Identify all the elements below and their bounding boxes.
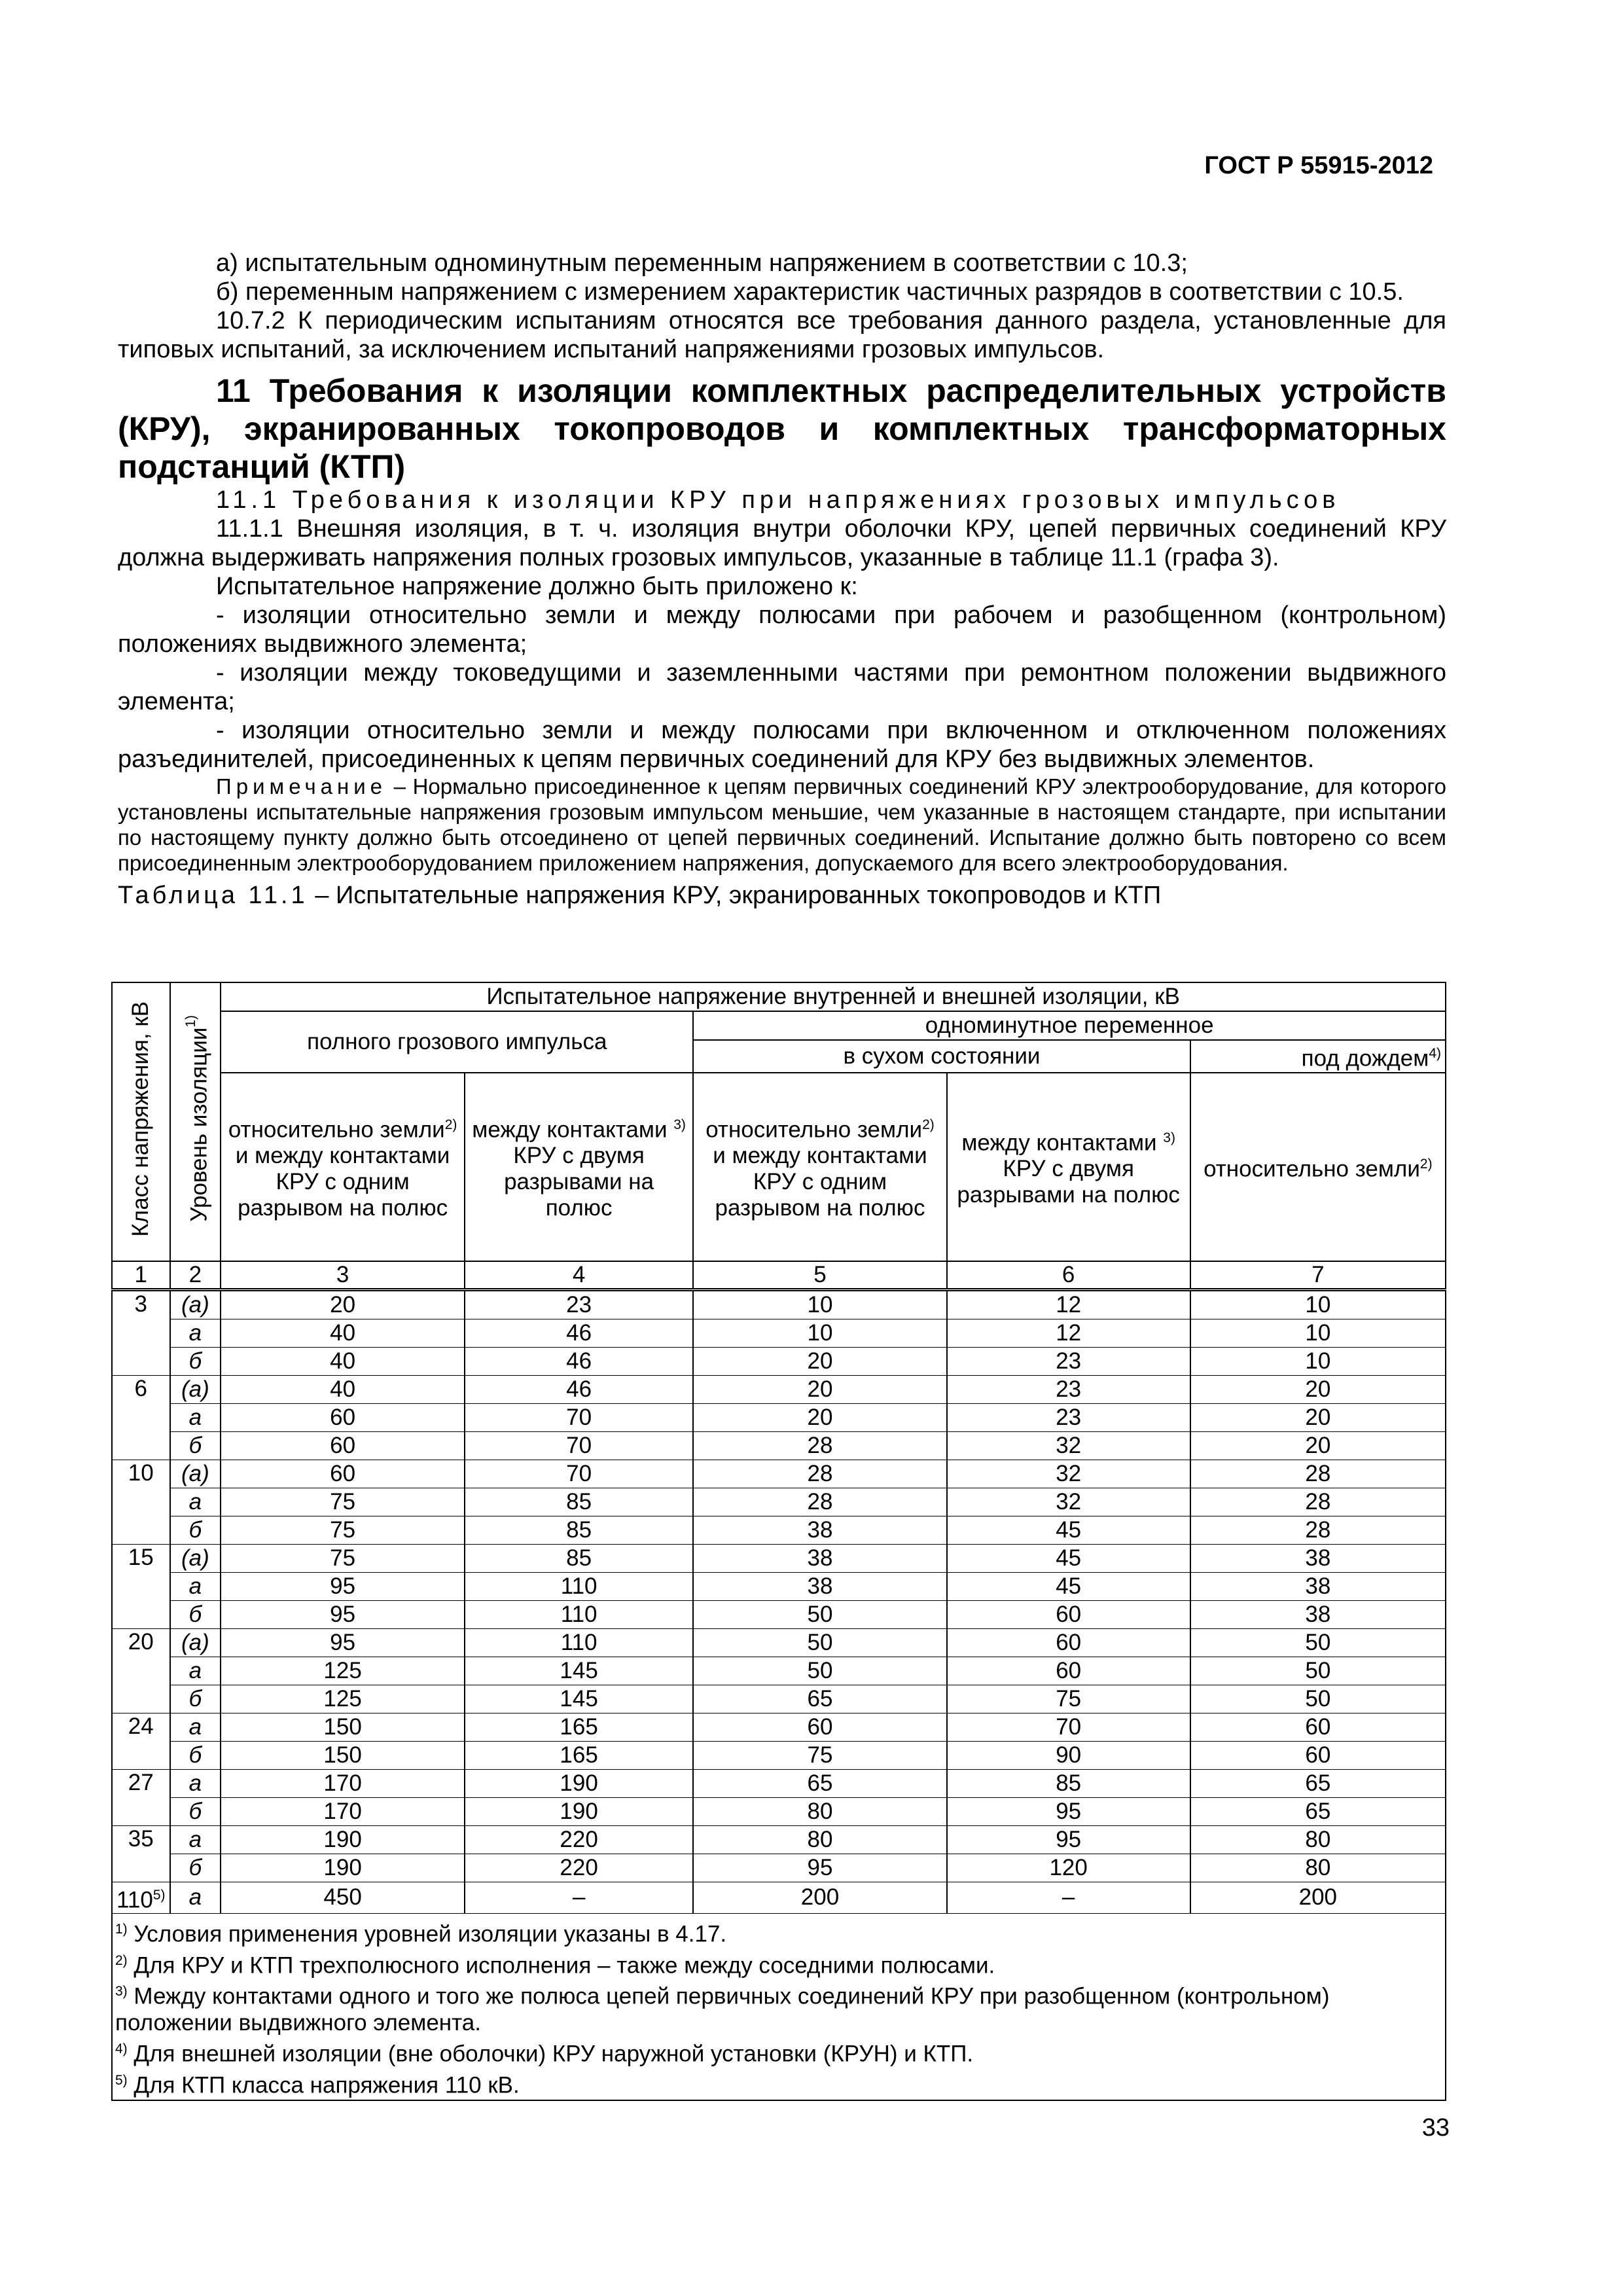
- insulation-level-cell: б: [170, 1797, 221, 1825]
- insulation-level-cell: а: [170, 1882, 221, 1914]
- note-label: Примечание: [216, 774, 387, 798]
- value-cell: 75: [221, 1544, 465, 1572]
- value-cell: 165: [465, 1741, 693, 1769]
- voltage-table: [111, 982, 1446, 1914]
- insulation-level-cell: б: [170, 1741, 221, 1769]
- item-a: а) испытательным одноминутным переменным напряжением в соответствии с 10.3;: [216, 249, 1188, 277]
- document-code: ГОСТ Р 55915-2012: [1204, 152, 1433, 179]
- value-cell: 145: [465, 1657, 693, 1685]
- value-cell: 45: [947, 1516, 1190, 1544]
- footnote: $^{5)}$ Для КТП класса напряжения 110 кВ.: [115, 2072, 520, 2098]
- table-row: [112, 1403, 1446, 1431]
- value-cell: 85: [947, 1769, 1190, 1797]
- value-cell: 80: [1190, 1825, 1446, 1854]
- table-row: [112, 1854, 1446, 1882]
- page-number: 33: [1421, 2114, 1450, 2142]
- paragraph-11-1-1: 11.1.1 Внешняя изоляция, в т. ч. изоляция внутри оболочки КРУ, цепей первичных соединений КРУ должна выдерживать напряжения полных грозовых импульсов, указанные в таблице 11.1 (графа 3).: [118, 515, 1446, 571]
- value-cell: 60: [1190, 1741, 1446, 1769]
- value-cell: 70: [465, 1460, 693, 1488]
- column-number: 1: [112, 1261, 170, 1290]
- voltage-class-cell: 10: [112, 1460, 170, 1544]
- value-cell: 38: [693, 1544, 946, 1572]
- value-cell: 10: [693, 1319, 946, 1347]
- header-col6: между контактами $^{3)}$ КРУ с двумя разрывами на полюс: [947, 1073, 1190, 1261]
- header-dry: в сухом состоянии: [693, 1040, 1190, 1073]
- value-cell: 190: [221, 1854, 465, 1882]
- item-b: б) переменным напряжением с измерением характеристик частичных разрядов в соответствии с 10.5.: [216, 278, 1404, 306]
- table-row: [112, 1685, 1446, 1713]
- value-cell: 190: [221, 1825, 465, 1854]
- value-cell: 20: [1190, 1431, 1446, 1460]
- insulation-level-cell: (а): [170, 1544, 221, 1572]
- header-col5: относительно земли$^{2)}$ и между контактами КРУ с одним разрывом на полюс: [693, 1073, 946, 1261]
- value-cell: 60: [1190, 1713, 1446, 1741]
- table-row: [112, 1600, 1446, 1628]
- value-cell: 45: [947, 1544, 1190, 1572]
- voltage-class-cell: 35: [112, 1825, 170, 1882]
- value-cell: 28: [693, 1460, 946, 1488]
- note-text: – Нормально присоединенное к цепям первичных соединений КРУ электрооборудование, для которого установлены испытательные напряжения грозовым импульсом меньшие, чем указанные в настоящем стандарте, при испытании по настоящему пункту должно быть отсоединено от цепей первичных соединений. Испытание должно быть повторено со всем присоединенным электрооборудованием приложением напряжения, допускаемого для всего электрооборудования.: [118, 774, 1447, 875]
- table-caption: [118, 881, 1446, 910]
- value-cell: 95: [221, 1572, 465, 1600]
- value-cell: 70: [947, 1713, 1190, 1741]
- insulation-level-cell: а: [170, 1319, 221, 1347]
- paragraph-applied: Испытательное напряжение должно быть приложено к:: [216, 573, 858, 600]
- value-cell: 20: [693, 1347, 946, 1375]
- value-cell: 40: [221, 1347, 465, 1375]
- value-cell: 125: [221, 1657, 465, 1685]
- value-cell: 110: [465, 1628, 693, 1657]
- value-cell: –: [947, 1882, 1190, 1914]
- value-cell: 50: [1190, 1628, 1446, 1657]
- footnote: $^{3)}$ Между контактами одного и того же полюса цепей первичных соединений КРУ при разобщенном (контрольном) положении выдвижного элемента.: [115, 1983, 1330, 2036]
- value-cell: 32: [947, 1488, 1190, 1516]
- table-row: [112, 1628, 1446, 1657]
- column-number: 5: [693, 1261, 946, 1290]
- column-number: 3: [221, 1261, 465, 1290]
- header-col7: относительно земли$^{2)}$: [1190, 1073, 1446, 1261]
- value-cell: 38: [1190, 1544, 1446, 1572]
- paragraph-10-7-2: 10.7.2 К периодическим испытаниям относятся все требования данного раздела, установленные для типовых испытаний, за исключением испытаний напряжениями грозовых импульсов.: [118, 307, 1446, 363]
- value-cell: 90: [947, 1741, 1190, 1769]
- header-insulation-level: Уровень изоляции$^{1)}$: [170, 982, 221, 1261]
- table-row: [112, 1657, 1446, 1685]
- value-cell: 40: [221, 1375, 465, 1403]
- header-impulse: полного грозового импульса: [221, 1011, 693, 1073]
- value-cell: 220: [465, 1854, 693, 1882]
- value-cell: 12: [947, 1319, 1190, 1347]
- column-numbers-row: [112, 1261, 1446, 1290]
- value-cell: 28: [693, 1431, 946, 1460]
- insulation-level-cell: а: [170, 1572, 221, 1600]
- footnote: $^{2)}$ Для КРУ и КТП трехполюсного исполнения – также между соседними полюсами.: [115, 1952, 995, 1979]
- note: [118, 774, 1446, 876]
- value-cell: 75: [693, 1741, 946, 1769]
- body-text: [118, 249, 1446, 910]
- value-cell: 38: [693, 1572, 946, 1600]
- insulation-level-cell: б: [170, 1347, 221, 1375]
- table-row: [112, 1882, 1446, 1914]
- value-cell: 50: [693, 1628, 946, 1657]
- table-row: [112, 1347, 1446, 1375]
- value-cell: 46: [465, 1375, 693, 1403]
- value-cell: 95: [693, 1854, 946, 1882]
- insulation-level-cell: (а): [170, 1628, 221, 1657]
- section-title: 11 Требования к изоляции комплектных распределительных устройств (КРУ), экранированных токопроводов и комплектных трансформаторных подстанций (КТП): [118, 372, 1446, 485]
- value-cell: 75: [221, 1488, 465, 1516]
- value-cell: 85: [465, 1488, 693, 1516]
- insulation-level-cell: б: [170, 1600, 221, 1628]
- insulation-level-cell: (а): [170, 1460, 221, 1488]
- value-cell: 40: [221, 1319, 465, 1347]
- value-cell: 28: [693, 1488, 946, 1516]
- table-row: [112, 1516, 1446, 1544]
- voltage-class-cell: 24: [112, 1713, 170, 1769]
- value-cell: 110: [465, 1572, 693, 1600]
- voltage-class-cell: 3: [112, 1289, 170, 1375]
- table-row: [112, 1825, 1446, 1854]
- voltage-class-cell: 27: [112, 1769, 170, 1825]
- value-cell: 60: [693, 1713, 946, 1741]
- value-cell: 95: [947, 1797, 1190, 1825]
- value-cell: 60: [947, 1600, 1190, 1628]
- table-row: [112, 1319, 1446, 1347]
- value-cell: 10: [693, 1289, 946, 1319]
- voltage-class-cell: 15: [112, 1544, 170, 1628]
- value-cell: 75: [947, 1685, 1190, 1713]
- table-caption-label: Таблица 11.1: [118, 882, 308, 909]
- table-row: [112, 1488, 1446, 1516]
- value-cell: 75: [221, 1516, 465, 1544]
- value-cell: 70: [465, 1431, 693, 1460]
- bullet-item: - изоляции между токоведущими и заземленными частями при ремонтном положении выдвижного элемента;: [118, 659, 1446, 715]
- column-number: 4: [465, 1261, 693, 1290]
- value-cell: 125: [221, 1685, 465, 1713]
- table-caption-text: – Испытательные напряжения КРУ, экранированных токопроводов и КТП: [315, 882, 1162, 909]
- value-cell: 20: [1190, 1403, 1446, 1431]
- value-cell: 200: [1190, 1882, 1446, 1914]
- insulation-level-cell: а: [170, 1657, 221, 1685]
- value-cell: 60: [947, 1657, 1190, 1685]
- value-cell: 200: [693, 1882, 946, 1914]
- value-cell: 95: [947, 1825, 1190, 1854]
- table-body: [112, 1289, 1446, 1914]
- value-cell: 50: [1190, 1657, 1446, 1685]
- insulation-level-cell: а: [170, 1769, 221, 1797]
- value-cell: 95: [221, 1600, 465, 1628]
- value-cell: 150: [221, 1741, 465, 1769]
- value-cell: 95: [221, 1628, 465, 1657]
- voltage-class-cell: 6: [112, 1375, 170, 1460]
- insulation-level-cell: а: [170, 1403, 221, 1431]
- value-cell: 20: [1190, 1375, 1446, 1403]
- header-test-voltage: Испытательное напряжение внутренней и внешней изоляции, кВ: [221, 982, 1446, 1011]
- table-row: [112, 1544, 1446, 1572]
- value-cell: 65: [1190, 1797, 1446, 1825]
- value-cell: 23: [947, 1403, 1190, 1431]
- table-row: [112, 1375, 1446, 1403]
- value-cell: 60: [221, 1431, 465, 1460]
- value-cell: 85: [465, 1544, 693, 1572]
- insulation-level-cell: а: [170, 1488, 221, 1516]
- value-cell: 32: [947, 1460, 1190, 1488]
- value-cell: 32: [947, 1431, 1190, 1460]
- header-wet: под дождем$^{4)}$: [1190, 1040, 1446, 1073]
- table-row: [112, 1797, 1446, 1825]
- table-row: [112, 1741, 1446, 1769]
- insulation-level-cell: б: [170, 1685, 221, 1713]
- value-cell: 23: [947, 1347, 1190, 1375]
- value-cell: –: [465, 1882, 693, 1914]
- value-cell: 170: [221, 1797, 465, 1825]
- value-cell: 120: [947, 1854, 1190, 1882]
- value-cell: 20: [221, 1289, 465, 1319]
- footnote: $^{1)}$ Условия применения уровней изоляции указаны в 4.17.: [115, 1921, 727, 1947]
- value-cell: 80: [1190, 1854, 1446, 1882]
- value-cell: 50: [693, 1600, 946, 1628]
- value-cell: 38: [693, 1516, 946, 1544]
- value-cell: 23: [465, 1289, 693, 1319]
- bullet-item: - изоляции относительно земли и между полюсами при включенном и отключенном положениях разъединителей, присоединенных к цепям первичных соединений для КРУ без выдвижных элементов.: [118, 717, 1446, 773]
- subsection-title: 11.1 Требования к изоляции КРУ при напряжениях грозовых импульсов: [216, 486, 1340, 514]
- value-cell: 10: [1190, 1347, 1446, 1375]
- value-cell: 20: [693, 1403, 946, 1431]
- value-cell: 50: [1190, 1685, 1446, 1713]
- value-cell: 50: [693, 1657, 946, 1685]
- column-number: 7: [1190, 1261, 1446, 1290]
- voltage-class-cell: 20: [112, 1628, 170, 1713]
- value-cell: 150: [221, 1713, 465, 1741]
- header-ac: одноминутное переменное: [693, 1011, 1446, 1040]
- value-cell: 110: [465, 1600, 693, 1628]
- value-cell: 38: [1190, 1600, 1446, 1628]
- table-row: [112, 1713, 1446, 1741]
- value-cell: 85: [465, 1516, 693, 1544]
- table-row: [112, 1431, 1446, 1460]
- value-cell: 165: [465, 1713, 693, 1741]
- value-cell: 12: [947, 1289, 1190, 1319]
- value-cell: 28: [1190, 1460, 1446, 1488]
- voltage-class-cell: 110$^{5)}$: [112, 1882, 170, 1914]
- value-cell: 190: [465, 1769, 693, 1797]
- value-cell: 70: [465, 1403, 693, 1431]
- value-cell: 65: [1190, 1769, 1446, 1797]
- value-cell: 220: [465, 1825, 693, 1854]
- value-cell: 23: [947, 1375, 1190, 1403]
- value-cell: 46: [465, 1347, 693, 1375]
- header-col4: между контактами $^{3)}$ КРУ с двумя разрывами на полюс: [465, 1073, 693, 1261]
- value-cell: 45: [947, 1572, 1190, 1600]
- table-row: [112, 1572, 1446, 1600]
- value-cell: 80: [693, 1797, 946, 1825]
- value-cell: 170: [221, 1769, 465, 1797]
- table-row: [112, 1289, 1446, 1319]
- insulation-level-cell: (а): [170, 1289, 221, 1319]
- insulation-level-cell: (а): [170, 1375, 221, 1403]
- column-number: 6: [947, 1261, 1190, 1290]
- insulation-level-cell: а: [170, 1825, 221, 1854]
- value-cell: 450: [221, 1882, 465, 1914]
- table-footnotes: [111, 1914, 1446, 2101]
- value-cell: 38: [1190, 1572, 1446, 1600]
- value-cell: 20: [693, 1375, 946, 1403]
- insulation-level-cell: б: [170, 1431, 221, 1460]
- value-cell: 80: [693, 1825, 946, 1854]
- value-cell: 60: [947, 1628, 1190, 1657]
- value-cell: 28: [1190, 1488, 1446, 1516]
- value-cell: 10: [1190, 1289, 1446, 1319]
- column-number: 2: [170, 1261, 221, 1290]
- value-cell: 10: [1190, 1319, 1446, 1347]
- table-row: [112, 1769, 1446, 1797]
- value-cell: 190: [465, 1797, 693, 1825]
- value-cell: 65: [693, 1769, 946, 1797]
- table-row: [112, 1460, 1446, 1488]
- insulation-level-cell: б: [170, 1516, 221, 1544]
- value-cell: 60: [221, 1460, 465, 1488]
- header-col3: относительно земли$^{2)}$ и между контактами КРУ с одним разрывом на полюс: [221, 1073, 465, 1261]
- insulation-level-cell: а: [170, 1713, 221, 1741]
- value-cell: 28: [1190, 1516, 1446, 1544]
- header-voltage-class: Класс напряжения, кВ: [112, 982, 170, 1261]
- bullet-item: - изоляции относительно земли и между полюсами при рабочем и разобщенном (контрольном) положениях выдвижного элемента;: [118, 601, 1446, 658]
- value-cell: 46: [465, 1319, 693, 1347]
- value-cell: 60: [221, 1403, 465, 1431]
- insulation-level-cell: б: [170, 1854, 221, 1882]
- footnote: $^{4)}$ Для внешней изоляции (вне оболочки) КРУ наружной установки (КРУН) и КТП.: [115, 2041, 974, 2067]
- value-cell: 65: [693, 1685, 946, 1713]
- value-cell: 145: [465, 1685, 693, 1713]
